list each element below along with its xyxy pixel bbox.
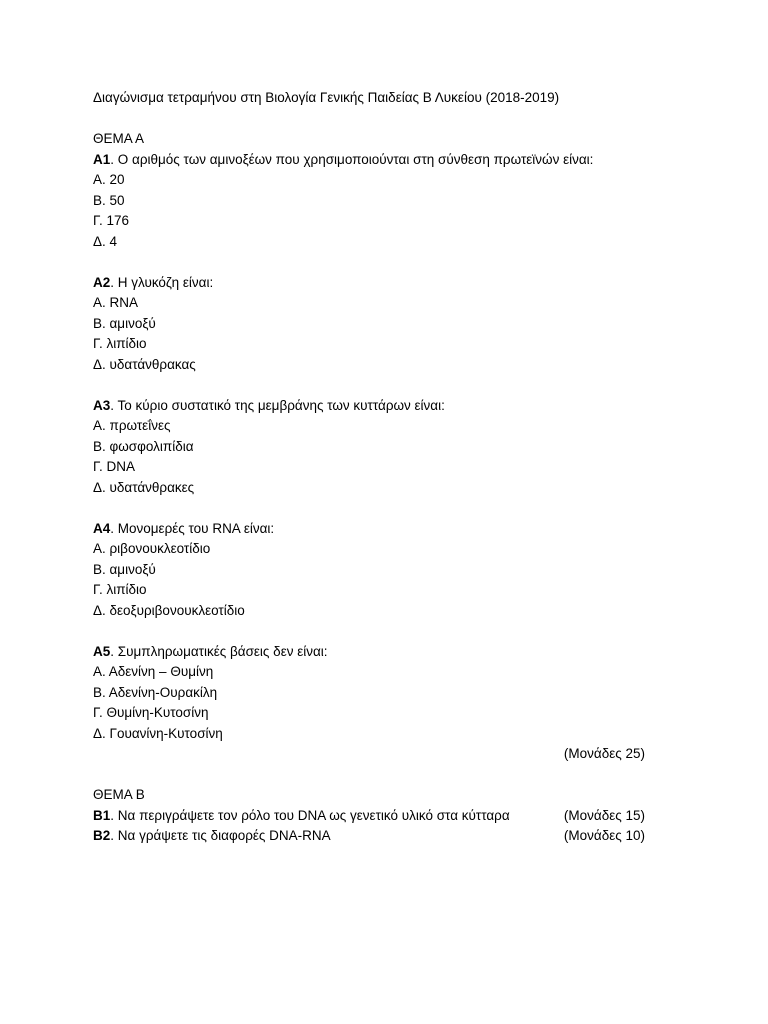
option: Δ. δεοξυριβονουκλεοτίδιο xyxy=(93,602,245,618)
option: Α. ριβονουκλεοτίδιο xyxy=(93,541,211,556)
option: Γ. λιπίδιο xyxy=(93,336,147,351)
question-a4: Α4. Μονομερές του RNA είναι: xyxy=(93,520,275,536)
document-page xyxy=(93,88,653,847)
option: Α. Αδενίνη – Θυμίνη xyxy=(93,664,214,679)
question-a2: Α2. Η γλυκόζη είναι: xyxy=(93,274,214,290)
question-b2: Β2. Να γράψετε τις διαφορές DNA-RNA (Μονάδες 10) xyxy=(93,826,653,847)
section-b-heading: ΘΕΜΑ Β xyxy=(93,787,145,802)
question-b1: Β1. Να περιγράψετε τον ρόλο του DNA ως γενετικό υλικό στα κύτταρα (Μονάδες 15) xyxy=(93,806,653,827)
option: Δ. υδατάνθρακας xyxy=(93,356,196,372)
question-a1: Α1. Ο αριθμός των αμινοξέων που χρησιμοποιούνται στη σύνθεση πρωτεϊνών είναι: xyxy=(93,151,594,167)
option: Β. αμινοξύ xyxy=(93,315,156,331)
question-a5: Α5. Συμπληρωματικές βάσεις δεν είναι: xyxy=(93,643,328,659)
question-b1-points: (Μονάδες 15) xyxy=(563,807,645,823)
section-a-points: (Μονάδες 25) xyxy=(563,746,645,761)
question-b2-points: (Μονάδες 10) xyxy=(563,828,645,843)
exam-title: Διαγώνισμα τετραμήνου στη Βιολογία Γενικής Παιδείας Β Λυκείου (2018-2019) xyxy=(93,90,560,105)
question-a3: Α3. Το κύριο συστατικό της μεμβράνης των κυττάρων είναι: xyxy=(93,397,445,413)
option: Β. φωσφολιπίδια xyxy=(93,438,194,454)
option: Α. πρωτεΐνες xyxy=(93,418,171,433)
option: Β. αμινοξύ xyxy=(93,561,156,577)
option: Α. 20 xyxy=(93,172,125,187)
option: Δ. Γουανίνη-Κυτοσίνη xyxy=(93,725,223,741)
option: Γ. λιπίδιο xyxy=(93,582,147,597)
option: Γ. Θυμίνη-Κυτοσίνη xyxy=(93,705,209,720)
option: Β. Αδενίνη-Ουρακίλη xyxy=(93,684,218,700)
option: Γ. 176 xyxy=(93,213,129,228)
section-a-heading: ΘΕΜΑ Α xyxy=(93,131,145,146)
option: Α. RNA xyxy=(93,295,139,310)
option: Β. 50 xyxy=(93,192,125,208)
option: Γ. DNA xyxy=(93,459,135,474)
option: Δ. 4 xyxy=(93,233,118,249)
option: Δ. υδατάνθρακες xyxy=(93,479,195,495)
